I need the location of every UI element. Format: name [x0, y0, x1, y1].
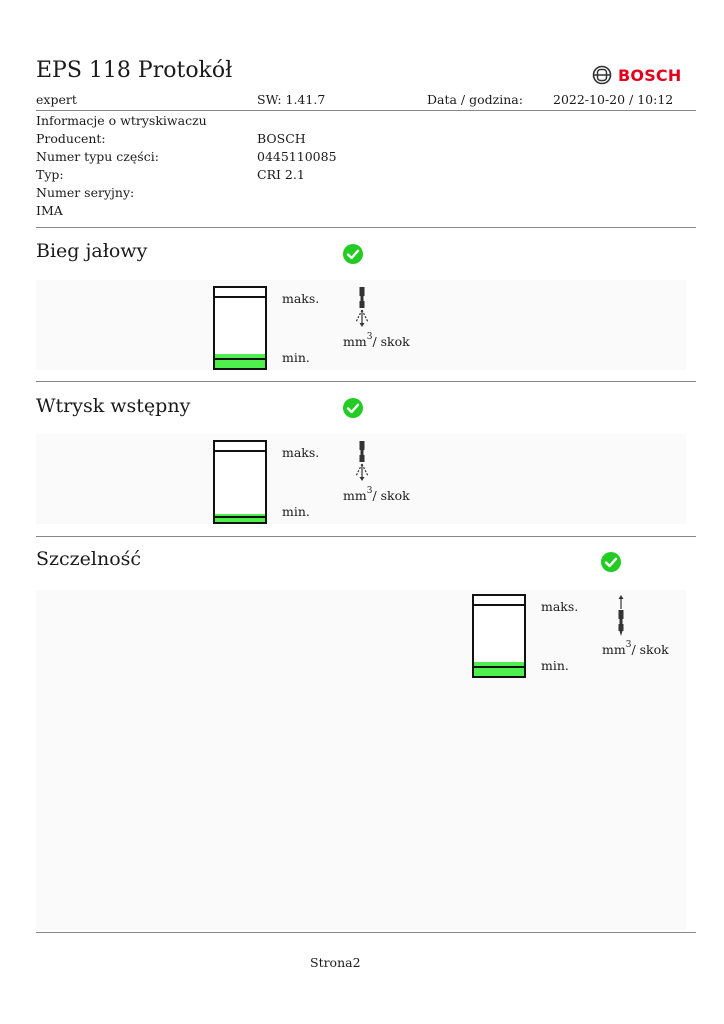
divider — [36, 536, 696, 537]
mode-label: expert — [36, 92, 77, 107]
section-background — [36, 590, 686, 930]
info-label-part-number: Numer typu części: — [36, 149, 159, 164]
divider — [36, 227, 696, 228]
level-gauge-pilot-injection — [213, 440, 267, 524]
brand-name: BOSCH — [618, 65, 682, 85]
info-label-type: Typ: — [36, 167, 64, 182]
injector-info-heading: Informacje o wtryskiwaczu — [36, 113, 207, 128]
gauge-max-label: maks. — [282, 445, 320, 460]
unit-label: $mm^3/$ skok — [602, 640, 669, 657]
unit-label: $mm^3/$ skok — [343, 486, 410, 503]
test-title-idle: Bieg jałowy — [36, 240, 148, 262]
gauge-min-label: min. — [282, 504, 310, 519]
injector-leak-icon — [611, 594, 631, 638]
injector-spray-icon — [352, 440, 372, 482]
datetime-value: 2022-10-20 / 10:12 — [553, 92, 674, 107]
gauge-max-label: maks. — [541, 599, 579, 614]
software-version: SW: 1.41.7 — [257, 92, 326, 107]
info-value-producer: BOSCH — [257, 131, 306, 146]
test-title-tightness: Szczelność — [36, 548, 142, 570]
info-value-part-number: 0445110085 — [257, 149, 337, 164]
unit-label: $mm^3/$ skok — [343, 332, 410, 349]
info-label-producer: Producent: — [36, 131, 106, 146]
divider — [36, 110, 696, 111]
gauge-min-label: min. — [282, 350, 310, 365]
gauge-max-label: maks. — [282, 291, 320, 306]
divider — [36, 932, 696, 933]
page-title: EPS 118 Protokół — [36, 58, 233, 83]
page-number: Strona2 — [310, 955, 361, 970]
info-value-type: CRI 2.1 — [257, 167, 305, 182]
check-ok-icon — [343, 244, 363, 264]
test-title-pilot-injection: Wtrysk wstępny — [36, 395, 191, 417]
divider — [36, 381, 696, 382]
gauge-min-label: min. — [541, 658, 569, 673]
check-ok-icon — [343, 398, 363, 418]
injector-spray-icon — [352, 286, 372, 328]
level-gauge-tightness — [472, 594, 526, 678]
info-label-serial: Numer seryjny: — [36, 185, 135, 200]
brand-logo — [592, 64, 681, 86]
datetime-label: Data / godzina: — [427, 92, 523, 107]
bosch-armature-icon — [592, 65, 612, 85]
level-gauge-idle — [213, 286, 267, 370]
info-label-ima: IMA — [36, 203, 63, 218]
check-ok-icon — [601, 552, 621, 572]
